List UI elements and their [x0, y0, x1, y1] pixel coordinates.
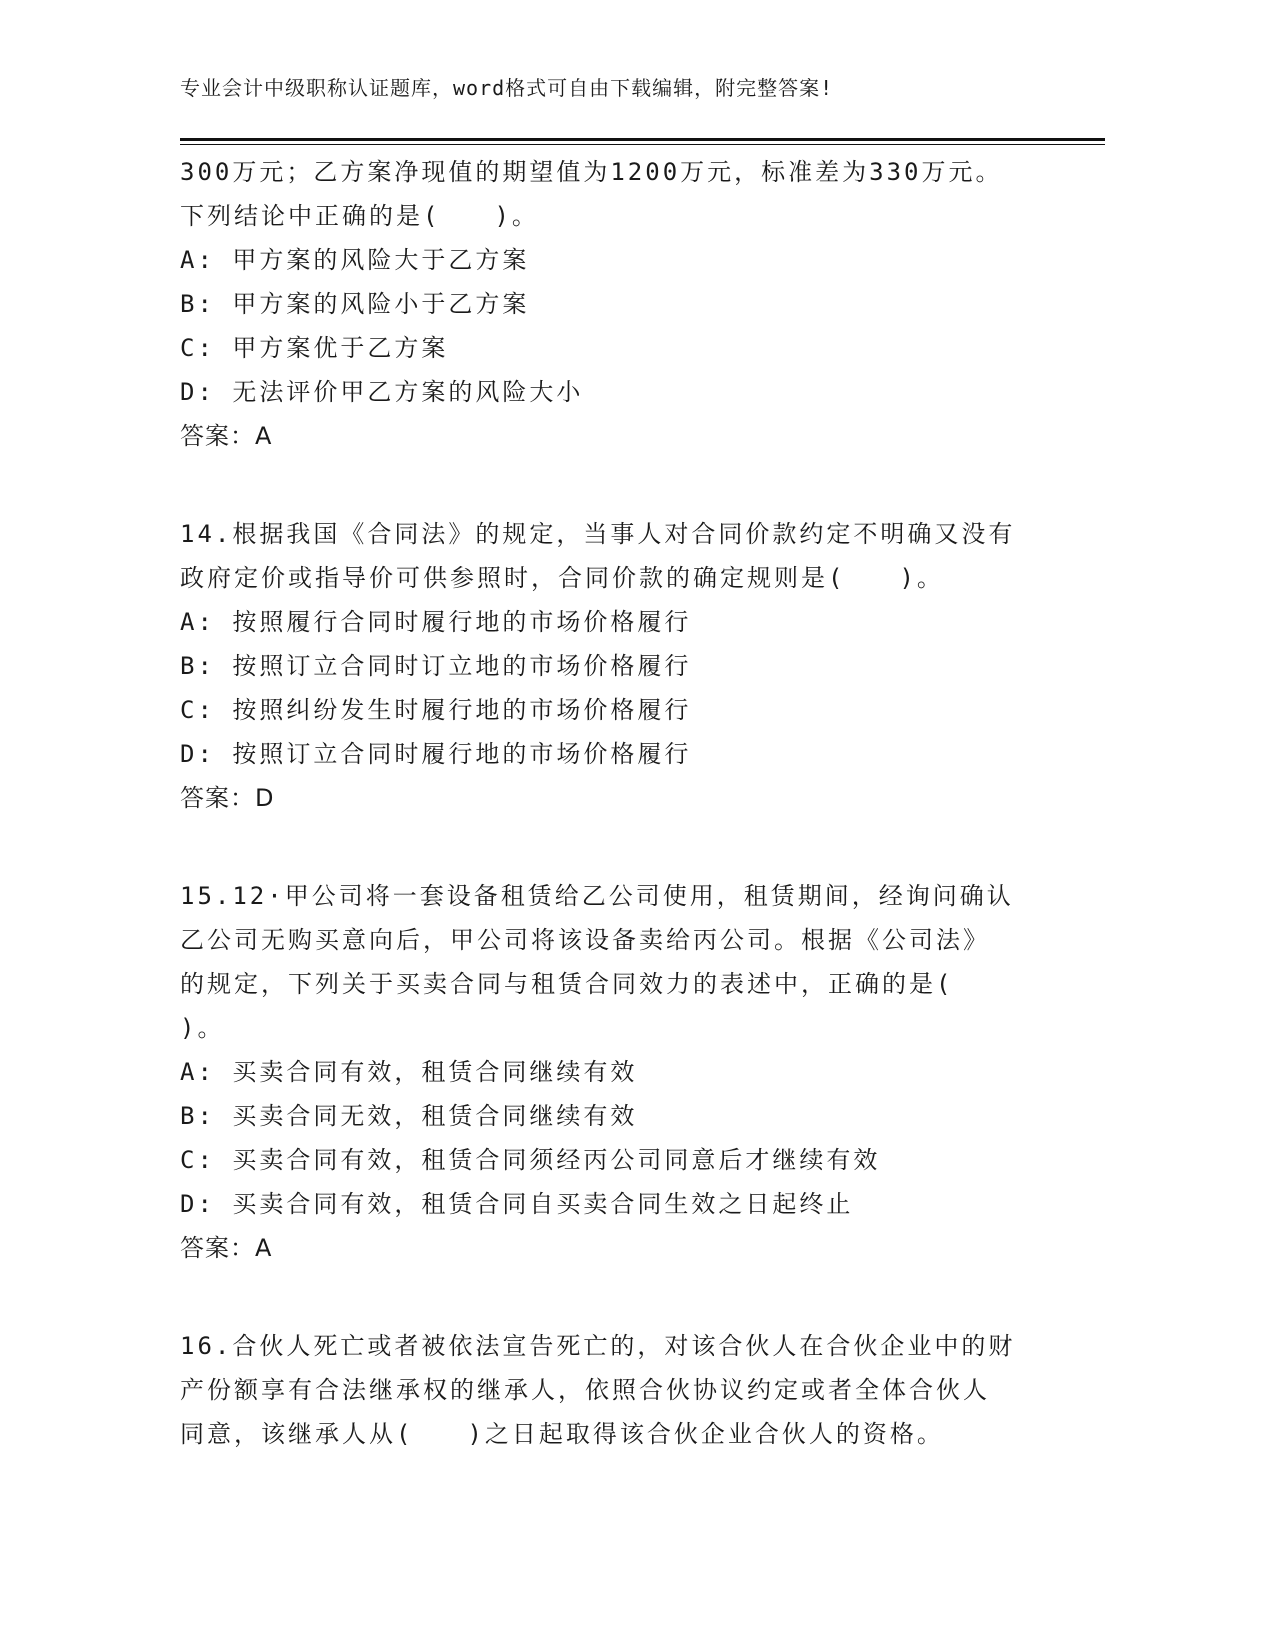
page-header: 专业会计中级职称认证题库，word格式可自由下载编辑，附完整答案!: [180, 76, 834, 100]
question-15: [180, 874, 1080, 1270]
question-16: [180, 1324, 1080, 1456]
option-b: B: 甲方案的风险小于乙方案: [180, 290, 530, 318]
question-spacer: [180, 458, 1080, 512]
question-stem-line: 16.合伙人死亡或者被依法宣告死亡的，对该合伙人在合伙企业中的财: [180, 1332, 1016, 1360]
option-a: A: 买卖合同有效，租赁合同继续有效: [180, 1058, 638, 1086]
option-d: D: 买卖合同有效，租赁合同自买卖合同生效之日起终止: [180, 1190, 854, 1218]
question-spacer: [180, 820, 1080, 874]
option-b: B: 按照订立合同时订立地的市场价格履行: [180, 652, 692, 680]
option-d: D: 无法评价甲乙方案的风险大小: [180, 378, 584, 406]
question-stem-line: 产份额享有合法继承权的继承人，依照合伙协议约定或者全体合伙人: [180, 1376, 990, 1404]
header-rule-thin: [180, 144, 1105, 145]
option-d: D: 按照订立合同时履行地的市场价格履行: [180, 740, 692, 768]
option-c: C: 甲方案优于乙方案: [180, 334, 449, 362]
option-b: B: 买卖合同无效，租赁合同继续有效: [180, 1102, 638, 1130]
question-stem-line: 下列结论中正确的是( )。: [180, 202, 539, 230]
option-c: C: 按照纠纷发生时履行地的市场价格履行: [180, 696, 692, 724]
document-body: [180, 150, 1080, 1456]
question-stem-line: )。: [180, 1014, 225, 1042]
option-a: A: 按照履行合同时履行地的市场价格履行: [180, 608, 692, 636]
header-rule-thick: [180, 138, 1105, 141]
question-stem-line: 同意，该继承人从( )之日起取得该合伙企业合伙人的资格。: [180, 1420, 944, 1448]
question-stem-line: 14.根据我国《合同法》的规定，当事人对合同价款约定不明确又没有: [180, 520, 1016, 548]
question-stem-line: 300万元；乙方案净现值的期望值为1200万元，标准差为330万元。: [180, 158, 1003, 186]
question-stem-line: 的规定，下列关于买卖合同与租赁合同效力的表述中，正确的是(: [180, 970, 954, 998]
answer-line: 答案：A: [180, 1234, 273, 1262]
answer-line: 答案：A: [180, 422, 273, 450]
question-stem-line: 乙公司无购买意向后，甲公司将该设备卖给丙公司。根据《公司法》: [180, 926, 990, 954]
question-spacer: [180, 1270, 1080, 1324]
question-14: [180, 512, 1080, 820]
option-c: C: 买卖合同有效，租赁合同须经丙公司同意后才继续有效: [180, 1146, 881, 1174]
option-a: A: 甲方案的风险大于乙方案: [180, 246, 530, 274]
answer-line: 答案：D: [180, 784, 275, 812]
question-stem-line: 政府定价或指导价可供参照时，合同价款的确定规则是( )。: [180, 564, 944, 592]
question-stem-line: 15.12·甲公司将一套设备租赁给乙公司使用，租赁期间，经询问确认: [180, 882, 1014, 910]
question-13: [180, 150, 1080, 458]
